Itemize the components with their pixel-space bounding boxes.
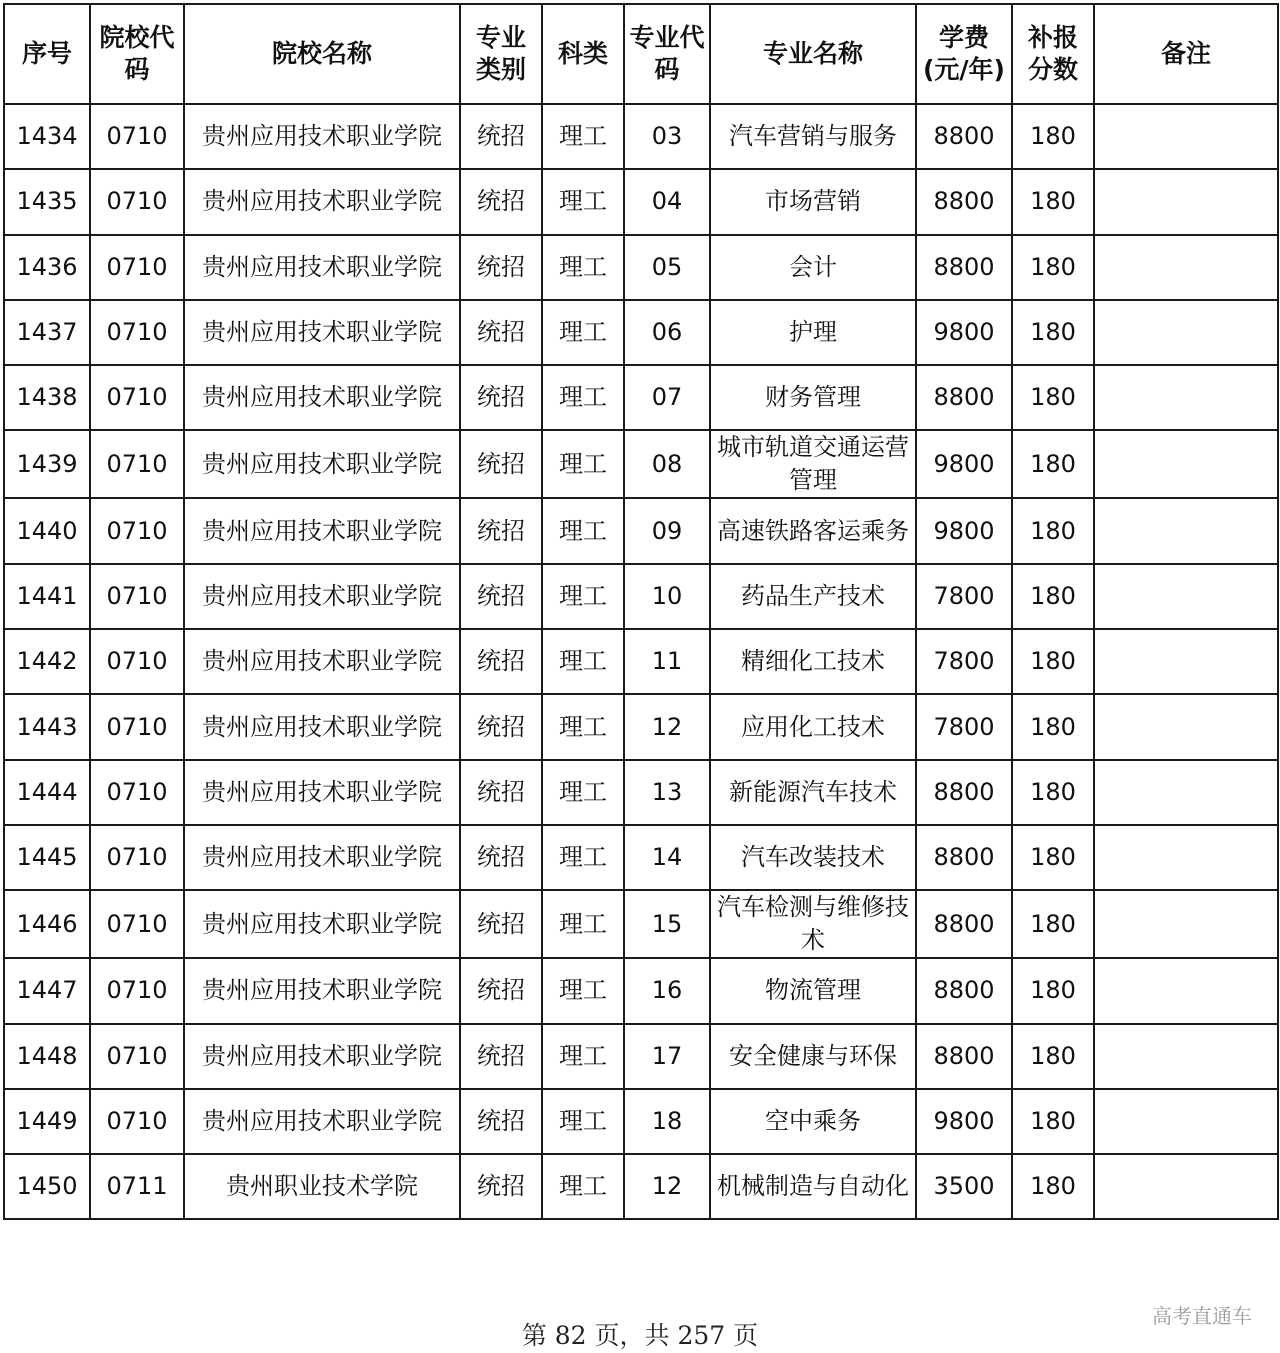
cell-major-category: 统招 xyxy=(460,235,542,300)
watermark-text: 高考直通车 xyxy=(1152,1304,1252,1328)
column-header-supplement-score: 补报分数 xyxy=(1012,4,1094,104)
cell-school-code: 0710 xyxy=(90,958,184,1023)
cell-major-name: 物流管理 xyxy=(710,958,916,1023)
cell-seq-no: 1445 xyxy=(4,825,90,890)
cell-seq-no: 1441 xyxy=(4,564,90,629)
cell-supplement-score: 180 xyxy=(1012,365,1094,430)
cell-major-name: 应用化工技术 xyxy=(710,694,916,759)
cell-major-code: 15 xyxy=(624,890,710,958)
cell-major-name: 药品生产技术 xyxy=(710,564,916,629)
cell-major-category: 统招 xyxy=(460,694,542,759)
cell-major-code: 11 xyxy=(624,629,710,694)
cell-tuition: 3500 xyxy=(916,1154,1012,1219)
cell-major-code: 12 xyxy=(624,694,710,759)
cell-major-name: 高速铁路客运乘务 xyxy=(710,498,916,563)
cell-supplement-score: 180 xyxy=(1012,825,1094,890)
cell-major-category: 统招 xyxy=(460,760,542,825)
cell-supplement-score: 180 xyxy=(1012,890,1094,958)
table-row xyxy=(4,169,1278,234)
cell-school-name: 贵州应用技术职业学院 xyxy=(184,825,460,890)
cell-tuition: 8800 xyxy=(916,1024,1012,1089)
table-row xyxy=(4,104,1278,169)
cell-major-category: 统招 xyxy=(460,1154,542,1219)
cell-major-code: 13 xyxy=(624,760,710,825)
table-row xyxy=(4,430,1278,498)
cell-remarks xyxy=(1094,760,1278,825)
table-row xyxy=(4,958,1278,1023)
cell-tuition: 8800 xyxy=(916,890,1012,958)
table-row xyxy=(4,760,1278,825)
cell-major-code: 14 xyxy=(624,825,710,890)
cell-seq-no: 1437 xyxy=(4,300,90,365)
cell-remarks xyxy=(1094,169,1278,234)
table-row xyxy=(4,300,1278,365)
cell-school-name: 贵州应用技术职业学院 xyxy=(184,1089,460,1154)
column-header-subject-type: 科类 xyxy=(542,4,624,104)
cell-major-name: 会计 xyxy=(710,235,916,300)
cell-school-code: 0710 xyxy=(90,300,184,365)
cell-school-code: 0710 xyxy=(90,1089,184,1154)
cell-seq-no: 1449 xyxy=(4,1089,90,1154)
cell-major-code: 18 xyxy=(624,1089,710,1154)
cell-subject-type: 理工 xyxy=(542,629,624,694)
column-header-major-code: 专业代码 xyxy=(624,4,710,104)
column-header-major-category: 专业类别 xyxy=(460,4,542,104)
cell-tuition: 8800 xyxy=(916,169,1012,234)
cell-subject-type: 理工 xyxy=(542,1154,624,1219)
cell-subject-type: 理工 xyxy=(542,564,624,629)
cell-major-name: 新能源汽车技术 xyxy=(710,760,916,825)
cell-school-name: 贵州应用技术职业学院 xyxy=(184,629,460,694)
cell-subject-type: 理工 xyxy=(542,300,624,365)
cell-major-code: 07 xyxy=(624,365,710,430)
cell-major-code: 09 xyxy=(624,498,710,563)
cell-tuition: 9800 xyxy=(916,300,1012,365)
cell-seq-no: 1440 xyxy=(4,498,90,563)
cell-major-code: 16 xyxy=(624,958,710,1023)
cell-subject-type: 理工 xyxy=(542,890,624,958)
cell-school-name: 贵州应用技术职业学院 xyxy=(184,300,460,365)
page-number: 第 82 页，共 257 页 xyxy=(521,1321,759,1350)
cell-major-code: 06 xyxy=(624,300,710,365)
cell-supplement-score: 180 xyxy=(1012,564,1094,629)
cell-school-code: 0710 xyxy=(90,890,184,958)
cell-school-name: 贵州应用技术职业学院 xyxy=(184,958,460,1023)
cell-school-code: 0710 xyxy=(90,235,184,300)
cell-tuition: 8800 xyxy=(916,825,1012,890)
cell-remarks xyxy=(1094,1089,1278,1154)
cell-major-name: 财务管理 xyxy=(710,365,916,430)
cell-remarks xyxy=(1094,825,1278,890)
cell-school-name: 贵州应用技术职业学院 xyxy=(184,760,460,825)
cell-seq-no: 1438 xyxy=(4,365,90,430)
cell-major-name: 汽车改装技术 xyxy=(710,825,916,890)
cell-major-code: 08 xyxy=(624,430,710,498)
cell-seq-no: 1450 xyxy=(4,1154,90,1219)
cell-school-code: 0710 xyxy=(90,365,184,430)
table-row xyxy=(4,629,1278,694)
cell-seq-no: 1434 xyxy=(4,104,90,169)
cell-remarks xyxy=(1094,430,1278,498)
cell-seq-no: 1436 xyxy=(4,235,90,300)
cell-school-code: 0710 xyxy=(90,430,184,498)
cell-school-code: 0710 xyxy=(90,169,184,234)
table-row xyxy=(4,825,1278,890)
cell-subject-type: 理工 xyxy=(542,365,624,430)
cell-seq-no: 1435 xyxy=(4,169,90,234)
table-row xyxy=(4,694,1278,759)
column-header-school-name: 院校名称 xyxy=(184,4,460,104)
cell-tuition: 7800 xyxy=(916,564,1012,629)
cell-seq-no: 1444 xyxy=(4,760,90,825)
cell-school-name: 贵州职业技术学院 xyxy=(184,1154,460,1219)
cell-tuition: 7800 xyxy=(916,694,1012,759)
cell-supplement-score: 180 xyxy=(1012,300,1094,365)
cell-major-category: 统招 xyxy=(460,629,542,694)
cell-remarks xyxy=(1094,498,1278,563)
cell-major-code: 03 xyxy=(624,104,710,169)
cell-school-name: 贵州应用技术职业学院 xyxy=(184,498,460,563)
cell-school-code: 0710 xyxy=(90,825,184,890)
cell-major-category: 统招 xyxy=(460,300,542,365)
cell-subject-type: 理工 xyxy=(542,169,624,234)
cell-major-category: 统招 xyxy=(460,169,542,234)
header-row xyxy=(4,4,1278,104)
cell-school-name: 贵州应用技术职业学院 xyxy=(184,1024,460,1089)
cell-major-name: 汽车营销与服务 xyxy=(710,104,916,169)
admissions-table xyxy=(3,3,1279,1220)
cell-supplement-score: 180 xyxy=(1012,1089,1094,1154)
cell-major-code: 17 xyxy=(624,1024,710,1089)
cell-remarks xyxy=(1094,694,1278,759)
cell-school-code: 0710 xyxy=(90,564,184,629)
cell-remarks xyxy=(1094,104,1278,169)
cell-major-name: 市场营销 xyxy=(710,169,916,234)
cell-supplement-score: 180 xyxy=(1012,235,1094,300)
cell-major-category: 统招 xyxy=(460,498,542,563)
cell-subject-type: 理工 xyxy=(542,760,624,825)
cell-subject-type: 理工 xyxy=(542,104,624,169)
cell-supplement-score: 180 xyxy=(1012,694,1094,759)
cell-school-code: 0710 xyxy=(90,760,184,825)
cell-tuition: 8800 xyxy=(916,104,1012,169)
cell-school-code: 0710 xyxy=(90,1024,184,1089)
cell-school-name: 贵州应用技术职业学院 xyxy=(184,235,460,300)
cell-subject-type: 理工 xyxy=(542,235,624,300)
cell-tuition: 8800 xyxy=(916,365,1012,430)
cell-school-code: 0710 xyxy=(90,104,184,169)
cell-remarks xyxy=(1094,365,1278,430)
cell-major-category: 统招 xyxy=(460,564,542,629)
cell-subject-type: 理工 xyxy=(542,694,624,759)
cell-seq-no: 1439 xyxy=(4,430,90,498)
table-row xyxy=(4,1089,1278,1154)
cell-subject-type: 理工 xyxy=(542,1024,624,1089)
cell-major-name: 汽车检测与维修技术 xyxy=(710,890,916,958)
cell-major-category: 统招 xyxy=(460,1089,542,1154)
cell-seq-no: 1447 xyxy=(4,958,90,1023)
cell-school-code: 0710 xyxy=(90,629,184,694)
cell-major-name: 机械制造与自动化 xyxy=(710,1154,916,1219)
cell-seq-no: 1446 xyxy=(4,890,90,958)
cell-remarks xyxy=(1094,235,1278,300)
cell-supplement-score: 180 xyxy=(1012,104,1094,169)
cell-supplement-score: 180 xyxy=(1012,169,1094,234)
cell-subject-type: 理工 xyxy=(542,430,624,498)
cell-remarks xyxy=(1094,1024,1278,1089)
cell-subject-type: 理工 xyxy=(542,498,624,563)
cell-school-code: 0710 xyxy=(90,498,184,563)
table-row xyxy=(4,1154,1278,1219)
cell-school-name: 贵州应用技术职业学院 xyxy=(184,169,460,234)
cell-major-code: 04 xyxy=(624,169,710,234)
cell-school-code: 0711 xyxy=(90,1154,184,1219)
column-header-tuition: 学费(元/年) xyxy=(916,4,1012,104)
cell-school-name: 贵州应用技术职业学院 xyxy=(184,890,460,958)
cell-supplement-score: 180 xyxy=(1012,760,1094,825)
table-row xyxy=(4,365,1278,430)
cell-supplement-score: 180 xyxy=(1012,1154,1094,1219)
cell-school-name: 贵州应用技术职业学院 xyxy=(184,104,460,169)
cell-remarks xyxy=(1094,564,1278,629)
cell-subject-type: 理工 xyxy=(542,825,624,890)
cell-subject-type: 理工 xyxy=(542,1089,624,1154)
cell-tuition: 8800 xyxy=(916,958,1012,1023)
cell-supplement-score: 180 xyxy=(1012,629,1094,694)
cell-school-name: 贵州应用技术职业学院 xyxy=(184,430,460,498)
cell-major-name: 护理 xyxy=(710,300,916,365)
table-row xyxy=(4,890,1278,958)
table-row xyxy=(4,498,1278,563)
cell-major-code: 05 xyxy=(624,235,710,300)
cell-subject-type: 理工 xyxy=(542,958,624,1023)
table-body xyxy=(4,104,1278,1219)
cell-major-name: 空中乘务 xyxy=(710,1089,916,1154)
cell-tuition: 7800 xyxy=(916,629,1012,694)
cell-major-category: 统招 xyxy=(460,958,542,1023)
table-header xyxy=(4,4,1278,104)
cell-supplement-score: 180 xyxy=(1012,430,1094,498)
cell-school-name: 贵州应用技术职业学院 xyxy=(184,564,460,629)
cell-major-category: 统招 xyxy=(460,104,542,169)
cell-major-code: 12 xyxy=(624,1154,710,1219)
column-header-remarks: 备注 xyxy=(1094,4,1278,104)
cell-seq-no: 1443 xyxy=(4,694,90,759)
cell-major-category: 统招 xyxy=(460,890,542,958)
cell-tuition: 8800 xyxy=(916,235,1012,300)
column-header-major-name: 专业名称 xyxy=(710,4,916,104)
cell-tuition: 9800 xyxy=(916,498,1012,563)
cell-tuition: 8800 xyxy=(916,760,1012,825)
column-header-school-code: 院校代码 xyxy=(90,4,184,104)
cell-school-name: 贵州应用技术职业学院 xyxy=(184,694,460,759)
table-row xyxy=(4,564,1278,629)
cell-supplement-score: 180 xyxy=(1012,1024,1094,1089)
cell-major-category: 统招 xyxy=(460,1024,542,1089)
cell-major-category: 统招 xyxy=(460,365,542,430)
cell-tuition: 9800 xyxy=(916,1089,1012,1154)
cell-school-name: 贵州应用技术职业学院 xyxy=(184,365,460,430)
cell-major-name: 城市轨道交通运营管理 xyxy=(710,430,916,498)
cell-seq-no: 1442 xyxy=(4,629,90,694)
cell-major-name: 精细化工技术 xyxy=(710,629,916,694)
cell-supplement-score: 180 xyxy=(1012,958,1094,1023)
cell-major-category: 统招 xyxy=(460,430,542,498)
cell-major-category: 统招 xyxy=(460,825,542,890)
cell-seq-no: 1448 xyxy=(4,1024,90,1089)
cell-major-code: 10 xyxy=(624,564,710,629)
cell-remarks xyxy=(1094,629,1278,694)
table-row xyxy=(4,235,1278,300)
table-row xyxy=(4,1024,1278,1089)
cell-remarks xyxy=(1094,890,1278,958)
cell-supplement-score: 180 xyxy=(1012,498,1094,563)
cell-major-name: 安全健康与环保 xyxy=(710,1024,916,1089)
cell-remarks xyxy=(1094,958,1278,1023)
cell-remarks xyxy=(1094,1154,1278,1219)
cell-tuition: 9800 xyxy=(916,430,1012,498)
column-header-seq-no: 序号 xyxy=(4,4,90,104)
cell-school-code: 0710 xyxy=(90,694,184,759)
cell-remarks xyxy=(1094,300,1278,365)
